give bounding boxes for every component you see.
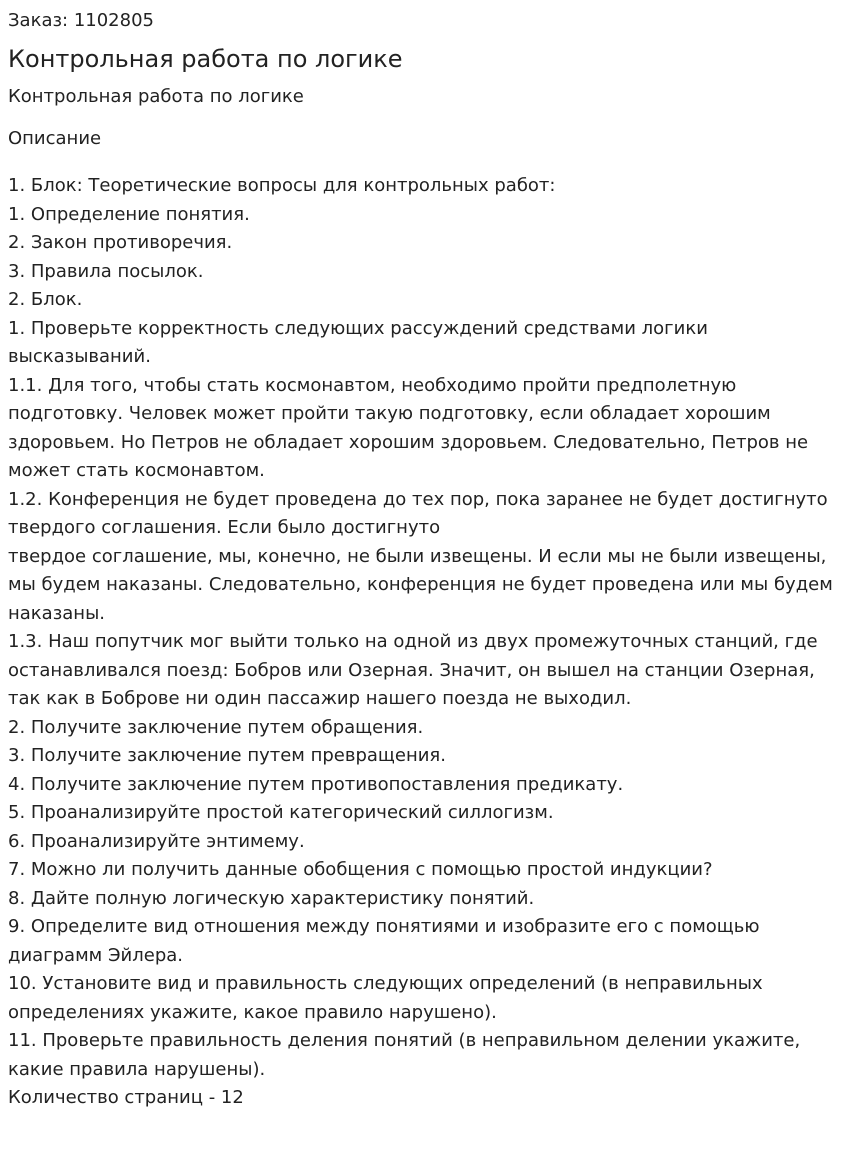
text-line: 2. Блок. xyxy=(8,289,83,310)
order-number: Заказ: 1102805 xyxy=(8,10,154,31)
page-count: Количество страниц - 12 xyxy=(8,1087,244,1108)
text-line: 3. Получите заключение путем превращения. xyxy=(8,745,446,766)
text-line: 7. Можно ли получить данные обобщения с помощью простой индукции? xyxy=(8,859,713,880)
text-line: твердое соглашение, мы, конечно, не были извещены. И если мы не были извещены, мы будем наказаны. Следовательно, конференция не будет проведена или мы будем наказаны. xyxy=(8,545,833,624)
text-line: 9. Определите вид отношения между понятиями и изобразите его с помощью диаграмм Эйлера. xyxy=(8,916,760,966)
text-line: 1. Проверьте корректность следующих рассуждений средствами логики высказываний. xyxy=(8,317,708,367)
text-line: 11. Проверьте правильность деления понятий (в неправильном делении укажите, какие правила нарушены). xyxy=(8,1030,801,1080)
text-line: 2. Получите заключение путем обращения. xyxy=(8,716,424,738)
text-line: 1. Блок: Теоретические вопросы для контрольных работ: xyxy=(8,175,556,196)
description-heading: Описание xyxy=(8,128,102,149)
text-line: 4. Получите заключение путем противопоставления предикату. xyxy=(8,773,624,795)
text-line: 1. Определение понятия. xyxy=(8,203,250,225)
page-title: Контрольная работа по логике xyxy=(8,45,403,73)
text-line: 2. Закон противоречия. xyxy=(8,232,233,253)
text-line: 3. Правила посылок. xyxy=(8,260,204,282)
text-line: 1.3. Наш попутчик мог выйти только на одной из двух промежуточных станций, где останавливался поезд: Бобров или Озерная. Значит, он вышел на станции Озерная, так как в Боброве ни один пассажир нашего поезда не выходил. xyxy=(8,631,818,709)
text-line: 8. Дайте полную логическую характеристику понятий. xyxy=(8,887,535,909)
text-line: 6. Проанализируйте энтимему. xyxy=(8,830,305,852)
text-line: 5. Проанализируйте простой категорический силлогизм. xyxy=(8,802,554,823)
page-subtitle: Контрольная работа по логике xyxy=(8,86,304,107)
text-line: 10. Установите вид и правильность следующих определений (в неправильных определениях укажите, какое правило нарушено). xyxy=(8,973,763,1023)
text-line: 1.2. Конференция не будет проведена до тех пор, пока заранее не будет достигнуто твердого соглашения. Если было достигнуто xyxy=(8,488,828,538)
text-line: 1.1. Для того, чтобы стать космонавтом, необходимо пройти предполетную подготовку. Человек может пройти такую подготовку, если обладает хорошим здоровьем. Но Петров не обладает хорошим здоровьем. Следовательно, Петров не может стать космонавтом. xyxy=(8,374,809,481)
description-body xyxy=(8,172,839,1113)
